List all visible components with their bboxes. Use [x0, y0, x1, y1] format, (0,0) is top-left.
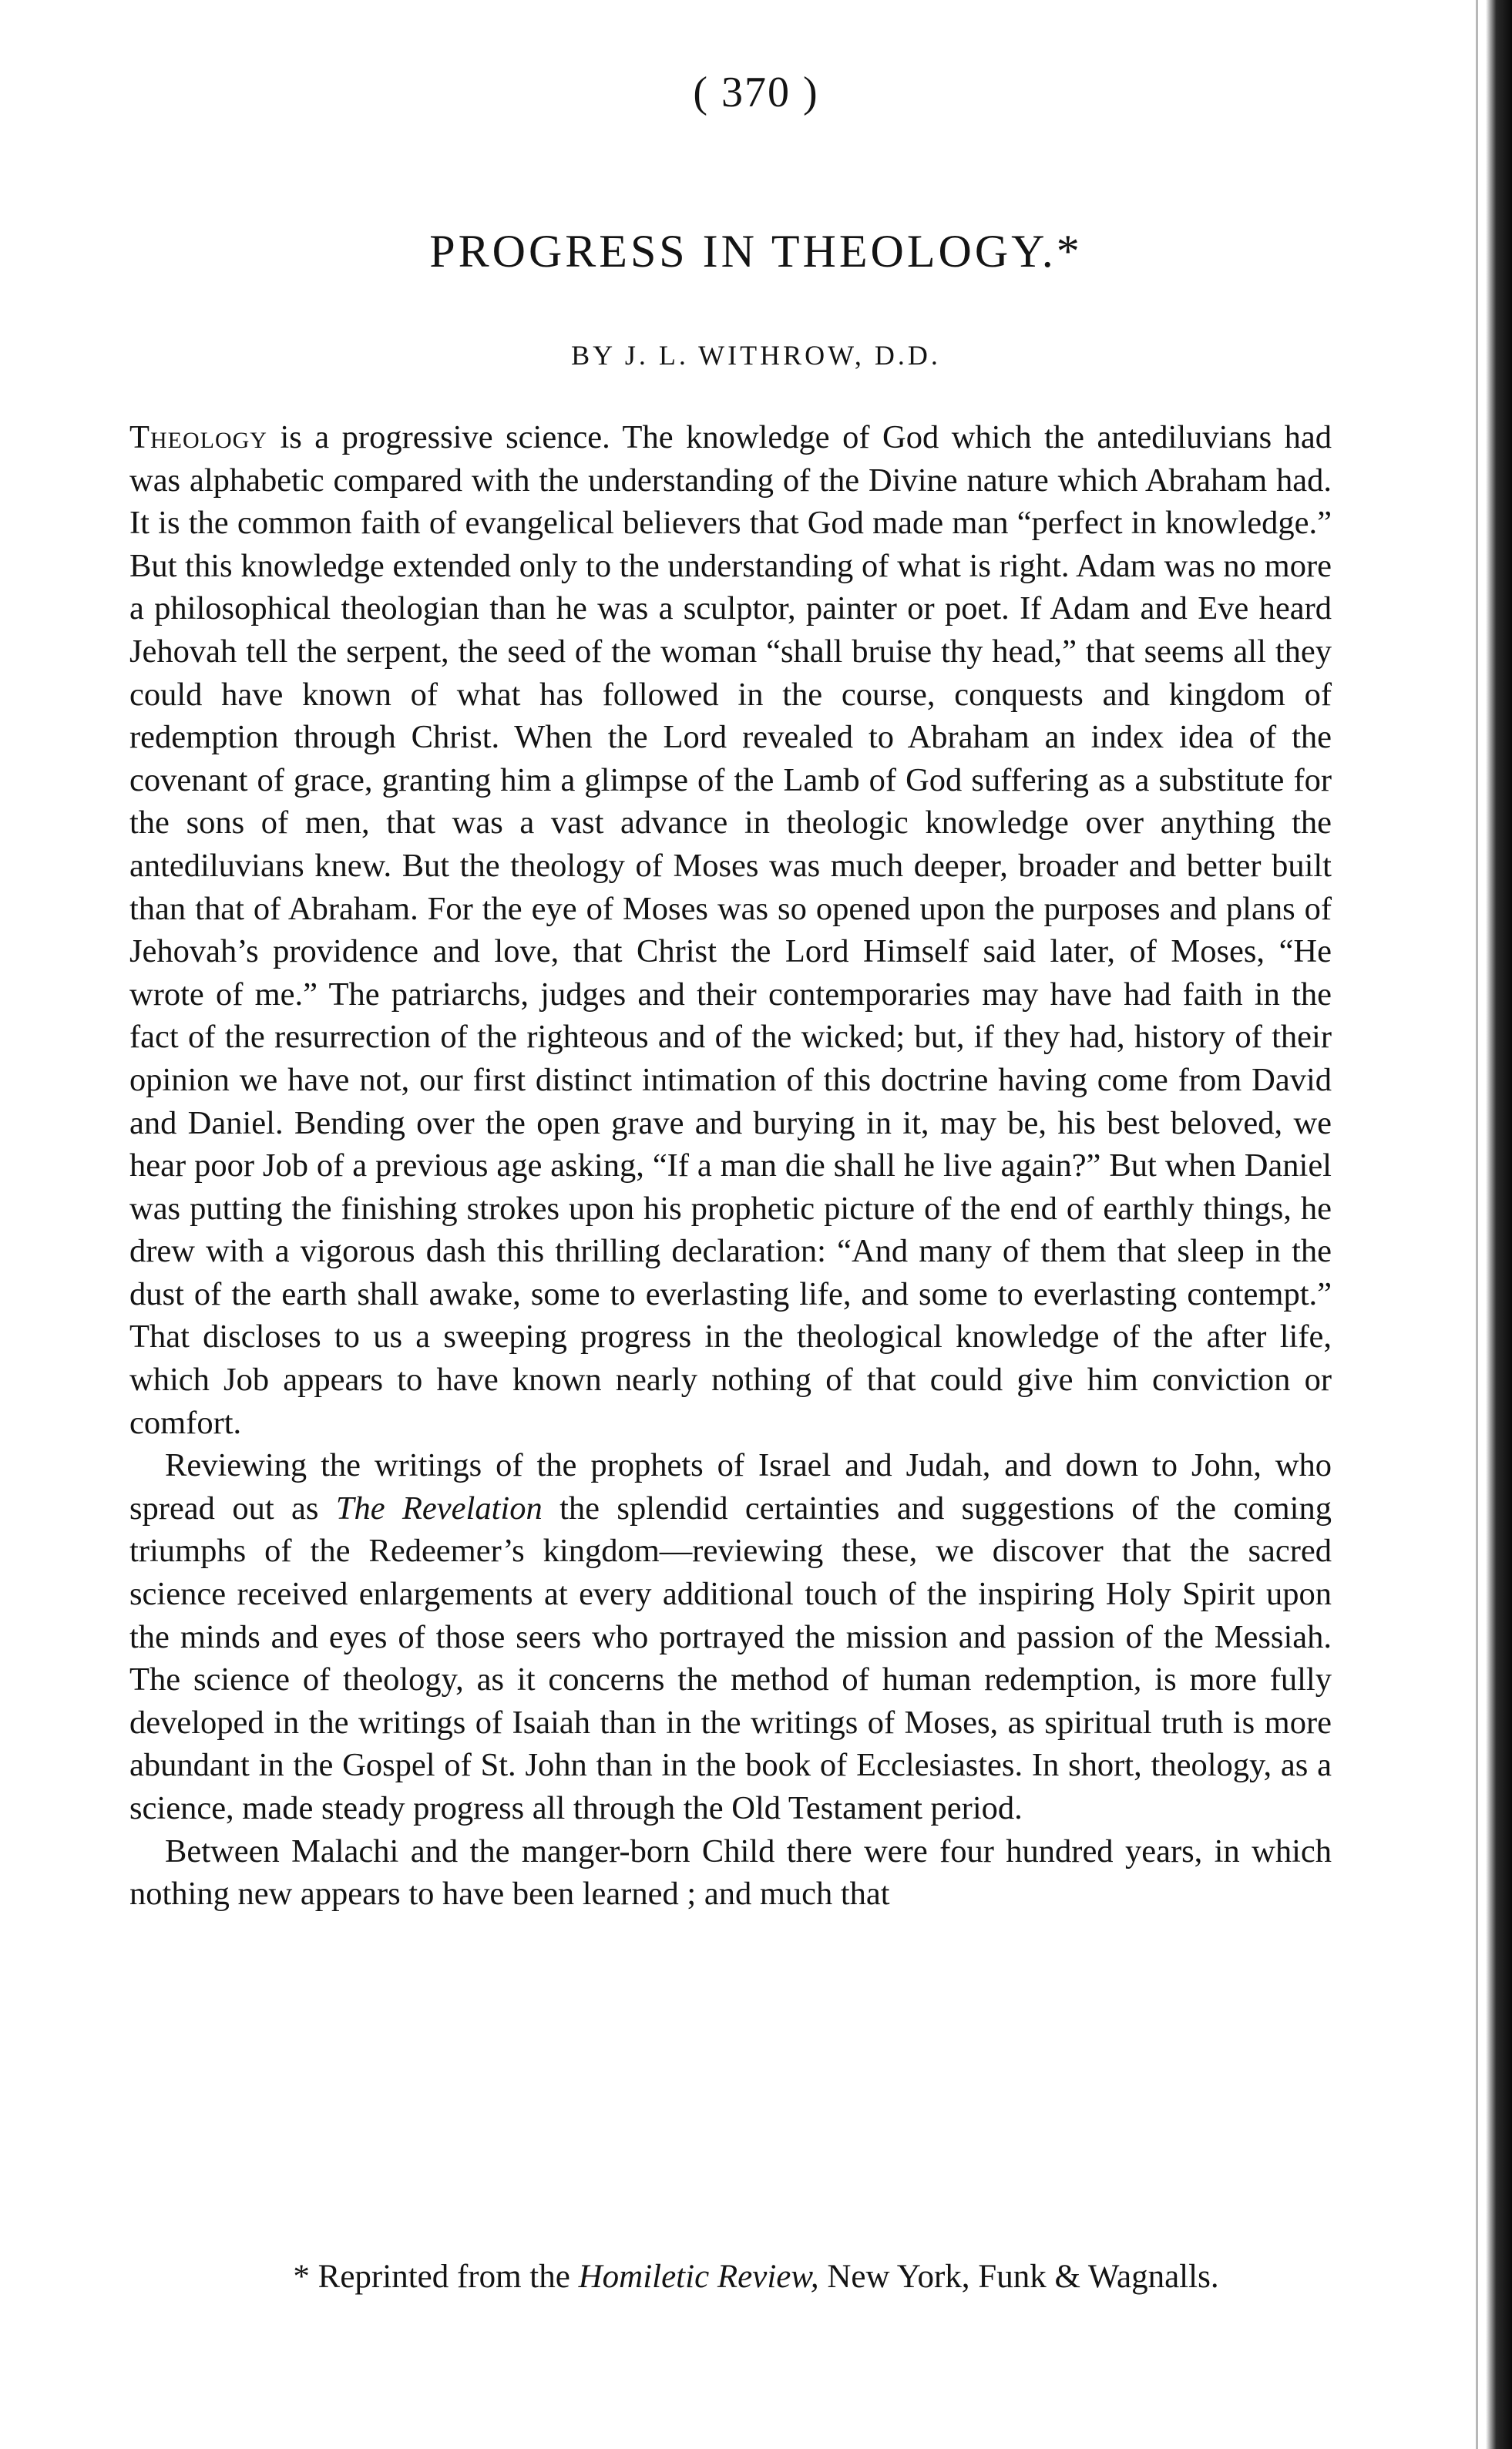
footnote-before: * Reprinted from the: [293, 2259, 579, 2295]
paragraph-2-before: Reviewing the writings of the prophets of Israel and Judah, and down to John, who spread out as: [129, 1447, 1332, 1527]
paragraph-1: [129, 416, 1332, 1444]
article-body: [129, 416, 1332, 1916]
page-edge-line: [1476, 0, 1478, 2449]
paragraph-2-italic: The Revelation: [335, 1490, 543, 1527]
footnote-after: New York, Funk & Wagnalls.: [818, 2259, 1219, 2295]
footnote-italic: Homiletic Review,: [578, 2259, 819, 2295]
paragraph-3: Between Malachi and the manger-born Child there were four hundred years, in which nothing new appears to have been learned ; and much that: [129, 1833, 1332, 1913]
article-byline: BY J. L. WITHROW, D.D.: [571, 340, 941, 371]
paragraph-1-text: is a progressive science. The knowledge of God which the antediluvians had was alphabetic compared with the understanding of the Divine nature which Abraham had. It is the common faith of evangelical believers that God made man “perfect in knowledge.” But this knowledge extended only to the understanding of what is right. Adam was no more a philosophical theologian than he was a sculptor, painter or poet. If Adam and Eve heard Jehovah tell the serpent, the seed of the woman “shall bruise thy head,” that seems all they could have known of what has followed in the course, conquests and kingdom of redemption through Christ. When the Lord revealed to Abraham an index idea of the covenant of grace, granting him a glimpse of the Lamb of God suffering as a substitute for the sons of men, that was a vast advance in theologic knowledge over anything the antediluvians knew. But the theology of Moses was much deeper, broader and better built than that of Abraham. For the eye of Moses was so opened upon the purposes and plans of Jehovah’s providence and love, that Christ the Lord Himself said later, of Moses, “He wrote of me.” The patriarchs, judges and their contemporaries may have had faith in the fact of the resurrection of the righteous and of the wicked; but, if they had, history of their opinion we have not, our first distinct intimation of this doctrine having come from David and Daniel. Bending over the open grave and burying in it, may be, his best beloved, we hear poor Job of a previous age asking, “If a man die shall he live again?” But when Daniel was putting the finishing strokes upon his prophetic picture of the end of earthly things, he drew with a vigorous dash this thrilling declaration: “And many of them that sleep in the dust of the earth shall awake, some to everlasting life, and some to everlasting contempt.” That discloses to us a sweeping progress in the theological knowledge of the after life, which Job appears to have known nearly nothing of that could give him conviction or comfort.: [129, 419, 1332, 1441]
article-title: PROGRESS IN THEOLOGY.*: [429, 226, 1083, 277]
page-edge-shadow: [1486, 0, 1512, 2449]
paragraph-2: [129, 1444, 1332, 1829]
paragraph-2-after: the splendid certainties and suggestions of the coming triumphs of the Redeemer’s kingdom—reviewing these, we discover that the sacred science received enlargements at every additional touch of the inspiring Holy Spirit upon the minds and eyes of those seers who portrayed the mission and passion of the Messiah. The science of theology, as it concerns the method of human redemption, is more fully developed in the writings of Isaiah than in the writings of Moses, as spiritual truth is more abundant in the Gospel of St. John than in the book of Ecclesiastes. In short, theology, as a science, made steady progress all through the Old Testament period.: [129, 1490, 1332, 1826]
drop-lead-word: Theology: [129, 419, 267, 455]
page-number: ( 370 ): [693, 69, 819, 116]
footnote: [0, 2258, 1512, 2296]
